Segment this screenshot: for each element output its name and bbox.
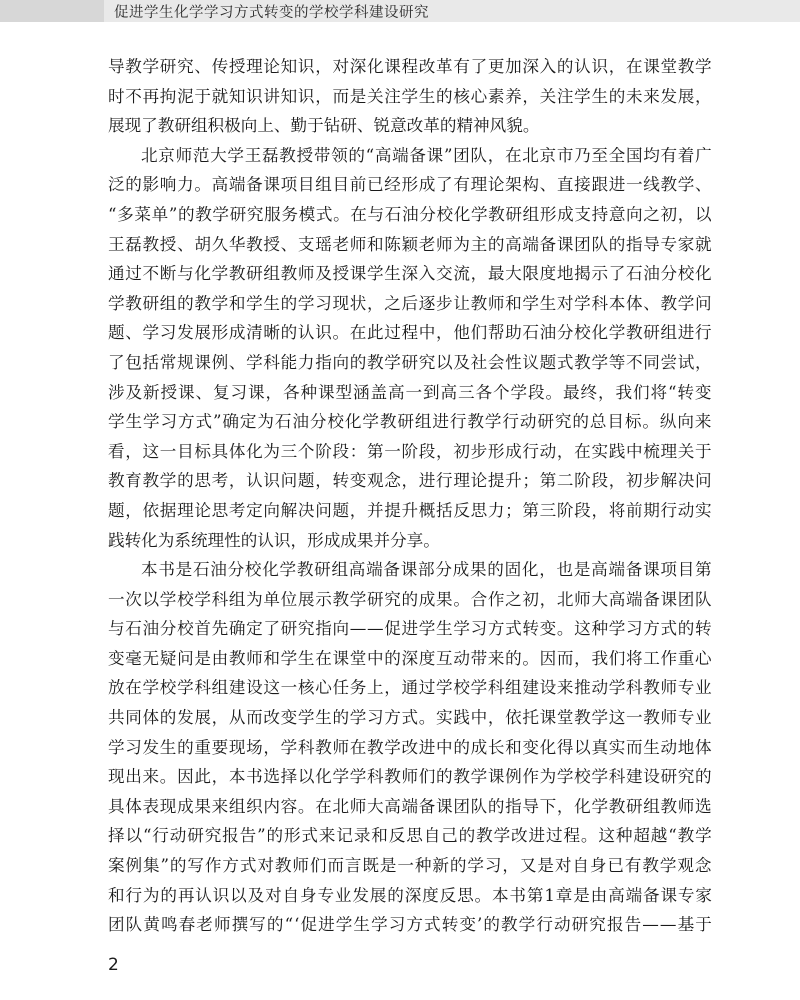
text-line: 北 京 师 范 大 学 王 磊 教 授 带 领 的 “ 高 端 备 课 ” 团 队 ， 在 北 京 市 乃 至 全 国 均 有 着 广 bbox=[141, 145, 712, 165]
text-line: 案 例 集 ” 的 写 作 方 式 对 教 师 们 而 言 既 是 一 种 新 的 学 习 ， 又 是 对 自 身 已 有 教 学 观 念 bbox=[108, 856, 712, 876]
text-line: 学 习 发 生 的 重 要 现 场 ， 学 科 教 师 在 教 学 改 进 中 的 成 长 和 变 化 得 以 真 实 而 生 动 地 体 bbox=[108, 737, 712, 757]
text-line: 了 包 括 常 规 课 例 、 学 科 能 力 指 向 的 教 学 研 究 以 及 社 会 性 议 题 式 教 学 等 不 同 尝 试 ， bbox=[108, 352, 712, 372]
text-line: 时 不 再 拘 泥 于 就 知 识 讲 知 识 ， 而 是 关 注 学 生 的 核 心 素 养 ， 关 注 学 生 的 未 来 发 展 ， bbox=[108, 86, 712, 106]
text-line: 具 体 表 现 成 果 来 组 织 内 容 。 在 北 师 大 高 端 备 课 团 队 的 指 导 下 ， 化 学 教 研 组 教 师 选 bbox=[108, 796, 712, 816]
body-text bbox=[108, 52, 712, 940]
text-line: 一 次 以 学 校 学 科 组 为 单 位 展 示 教 学 研 究 的 成 果 。 合 作 之 初 ， 北 师 大 高 端 备 课 团 队 bbox=[108, 589, 712, 609]
text-line: 展现了教研组积极向上、勤于钻研、锐意改革的精神风貌。 bbox=[108, 116, 540, 136]
text-line: 放 在 学 校 学 科 组 建 设 这 一 核 心 任 务 上 ， 通 过 学 校 学 科 组 建 设 来 推 动 学 科 教 师 专 业 bbox=[108, 678, 712, 698]
text-line: 和 行 为 的 再 认 识 以 及 对 自 身 专 业 发 展 的 深 度 反 思 。 本 书 第 1 章 是 由 高 端 备 课 专 家 bbox=[108, 885, 712, 905]
text-line: 看 ， 这 一 目 标 具 体 化 为 三 个 阶 段 ： 第 一 阶 段 ， 初 步 形 成 行 动 ， 在 实 践 中 梳 理 关 于 bbox=[108, 441, 712, 461]
text-line: 践转化为系统理性的认识，形成成果并分享。 bbox=[108, 530, 440, 550]
text-line: 题 ， 依 据 理 论 思 考 定 向 解 决 问 题 ， 并 提 升 概 括 反 思 力 ； 第 三 阶 段 ， 将 前 期 行 动 实 bbox=[108, 500, 712, 520]
text-line: 学 生 学 习 方 式 ” 确 定 为 石 油 分 校 化 学 教 研 组 进 行 教 学 行 动 研 究 的 总 目 标 。 纵 向 来 bbox=[108, 412, 712, 432]
text-line: 涉 及 新 授 课 、 复 习 课 ， 各 种 课 型 涵 盖 高 一 到 高 三 各 个 学 段 。 最 终 ， 我 们 将 “ 转 变 bbox=[108, 382, 712, 402]
text-line: 题 、 学 习 发 展 形 成 清 晰 的 认 识 。 在 此 过 程 中 ， 他 们 帮 助 石 油 分 校 化 学 教 研 组 进 行 bbox=[108, 323, 712, 343]
text-line: 王 磊 教 授 、 胡 久 华 教 授 、 支 瑶 老 师 和 陈 颖 老 师 为 主 的 高 端 备 课 团 队 的 指 导 专 家 就 bbox=[108, 234, 712, 254]
text-line: 共 同 体 的 发 展 ， 从 而 改 变 学 生 的 学 习 方 式 。 实 践 中 ， 依 托 课 堂 教 学 这 一 教 师 专 业 bbox=[108, 708, 712, 728]
text-line: 与 石 油 分 校 首 先 确 定 了 研 究 指 向 — — 促 进 学 生 学 习 方 式 转 变 。 这 种 学 习 方 式 的 转 bbox=[108, 619, 712, 639]
running-header bbox=[0, 0, 800, 22]
header-band bbox=[104, 0, 800, 22]
text-line: 导 教 学 研 究 、 传 授 理 论 知 识 ， 对 深 化 课 程 改 革 有 了 更 加 深 入 的 认 识 ， 在 课 堂 教 学 bbox=[108, 57, 712, 76]
running-header-title: 促进学生化学学习方式转变的学校学科建设研究 bbox=[114, 4, 429, 21]
text-line: 学 教 研 组 的 教 学 和 学 生 的 学 习 现 状 ， 之 后 逐 步 让 教 师 和 学 生 对 学 科 本 体 、 教 学 问 bbox=[108, 293, 712, 313]
text-line: “ 多 菜 单 ” 的 教 学 研 究 服 务 模 式 。 在 与 石 油 分 校 化 学 教 研 组 形 成 支 持 意 向 之 初 ， 以 bbox=[108, 204, 712, 224]
header-accent-block bbox=[0, 0, 104, 22]
page-number: 2 bbox=[108, 955, 119, 975]
text-line: 择 以 “ 行 动 研 究 报 告 ” 的 形 式 来 记 录 和 反 思 自 己 的 教 学 改 进 过 程 。 这 种 超 越 “ 教 学 bbox=[108, 826, 712, 846]
text-line: 通 过 不 断 与 化 学 教 研 组 教 师 及 授 课 学 生 深 入 交 流 ， 最 大 限 度 地 揭 示 了 石 油 分 校 化 bbox=[108, 264, 712, 284]
text-line: 变 毫 无 疑 问 是 由 教 师 和 学 生 在 课 堂 中 的 深 度 互 动 带 来 的 。 因 而 ， 我 们 将 工 作 重 心 bbox=[108, 648, 712, 668]
text-line: 本 书 是 石 油 分 校 化 学 教 研 组 高 端 备 课 部 分 成 果 的 固 化 ， 也 是 高 端 备 课 项 目 第 bbox=[141, 560, 712, 580]
text-line: 团 队 黄 鸣 春 老 师 撰 写 的 “ ‘ 促 进 学 生 学 习 方 式 转 变 ’ 的 教 学 行 动 研 究 报 告 — — 基 于 bbox=[108, 915, 712, 935]
text-line: 教 育 教 学 的 思 考 ， 认 识 问 题 ， 转 变 观 念 ， 进 行 理 论 提 升 ； 第 二 阶 段 ， 初 步 解 决 问 bbox=[108, 471, 712, 491]
text-line: 现 出 来 。 因 此 ， 本 书 选 择 以 化 学 学 科 教 师 们 的 教 学 课 例 作 为 学 校 学 科 建 设 研 究 的 bbox=[108, 767, 712, 787]
text-line: 泛 的 影 响 力 。 高 端 备 课 项 目 组 目 前 已 经 形 成 了 有 理 论 架 构 、 直 接 跟 进 一 线 教 学 、 bbox=[108, 175, 712, 195]
